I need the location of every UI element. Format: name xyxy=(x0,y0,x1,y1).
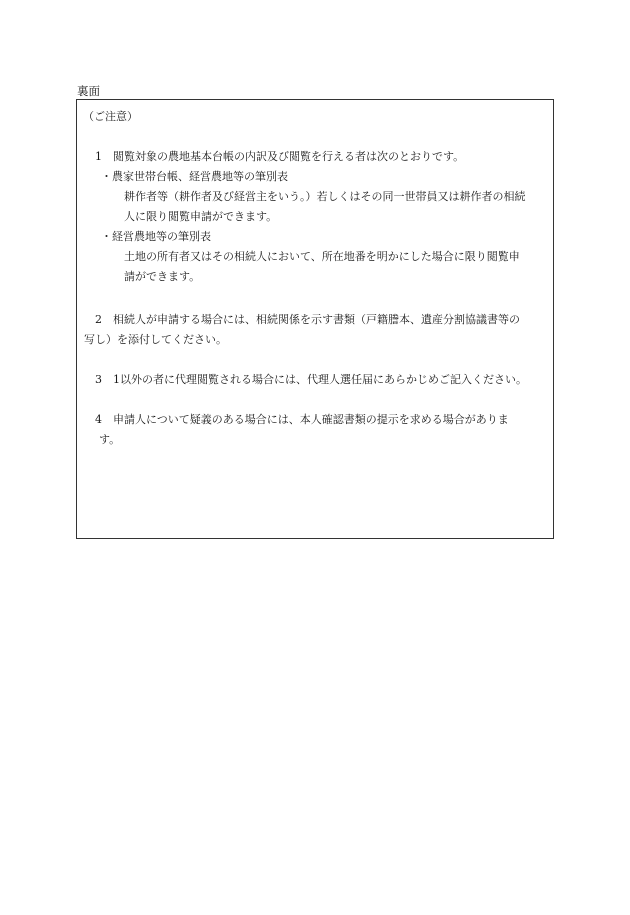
item-1 xyxy=(95,150,464,164)
item-4-line-2: す。 xyxy=(99,433,121,446)
item-2-line-1: 相続人が申請する場合には、相続関係を示す書類（戸籍謄本、遺産分割協議書等の xyxy=(113,313,520,326)
item-1-sub-1-line-2: 人に限り閲覧申請ができます。 xyxy=(124,210,278,223)
item-3-text: 1以外の者に代理閲覧される場合には、代理人選任届にあらかじめご記入ください。 xyxy=(113,373,527,386)
item-1-sub-2-line-1: 土地の所有者又はその相続人において、所在地番を明かにした場合に限り閲覧申 xyxy=(124,250,520,263)
page-label: 裏面 xyxy=(77,84,100,98)
item-3 xyxy=(95,373,527,387)
item-2-line-2: 写し）を添付してください。 xyxy=(84,333,227,346)
item-1-number: 1 xyxy=(95,150,102,163)
item-2 xyxy=(95,313,520,327)
item-1-text: 閲覧対象の農地基本台帳の内訳及び閲覧を行える者は次のとおりです。 xyxy=(113,150,465,163)
item-3-number: 3 xyxy=(95,373,102,386)
item-2-number: 2 xyxy=(95,313,102,326)
item-4 xyxy=(95,413,509,427)
item-4-line-1: 申請人について疑義のある場合には、本人確認書類の提示を求める場合がありま xyxy=(113,413,509,426)
notice-box xyxy=(76,99,554,539)
item-1-sub-1-line-1: 耕作者等（耕作者及び経営主をいう。）若しくはその同一世帯員又は耕作者の相続 xyxy=(124,190,526,203)
item-1-sub-2-line-2: 請ができます。 xyxy=(124,270,201,283)
item-1-sub-1-title: ・農家世帯台帳、経営農地等の筆別表 xyxy=(101,170,288,183)
item-1-sub-2-title: ・経営農地等の筆別表 xyxy=(101,230,211,243)
item-4-number: 4 xyxy=(95,413,102,426)
notice-heading: （ご注意） xyxy=(83,110,138,123)
